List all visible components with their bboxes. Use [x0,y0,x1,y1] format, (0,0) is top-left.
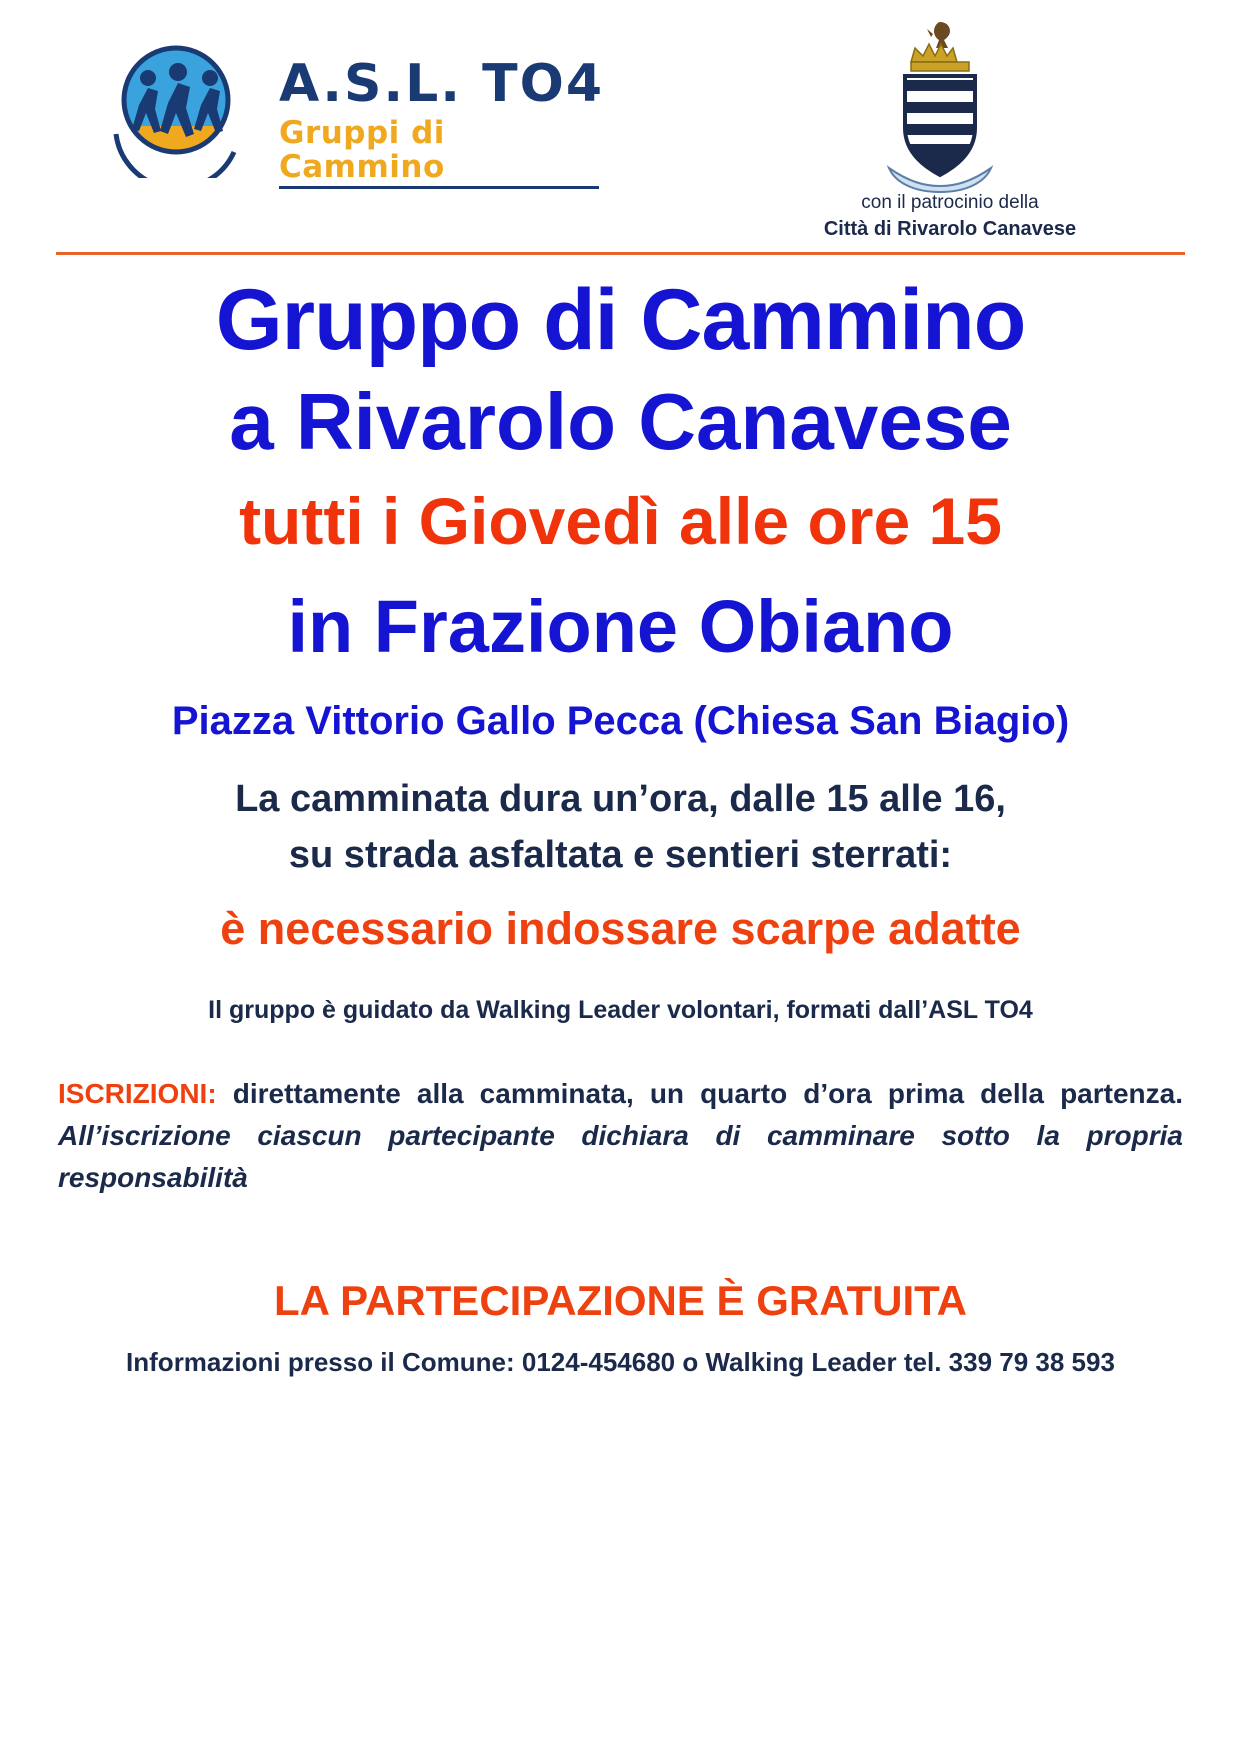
asl-logo-title: A.S.L. TO4 [279,54,605,114]
walking-group-icon [104,38,264,178]
patronage-block [715,190,1185,243]
free-participation-note: LA PARTECIPAZIONE È GRATUITA [274,1276,967,1324]
patronage-line1: con il patrocinio della [861,192,1039,213]
info-contacts: Informazioni presso il Comune: 0124-454680 o Walking Leader tel. 339 79 38 593 [126,1346,1115,1377]
asl-logo [104,38,604,188]
title-line-1: Gruppo di Cammino [215,272,1026,368]
asl-logo-text [279,54,609,189]
poster-header [56,0,1185,240]
city-crest-icon [875,18,1005,193]
duration-line-1: La camminata dura un’ora, dalle 15 alle 16, [235,778,1006,821]
patronage-line2: Città di Rivarolo Canavese [823,217,1077,240]
title-line-2: a Rivarolo Canavese [229,376,1012,466]
shoes-note: è necessario indossare scarpe adatte [220,903,1021,955]
registration-paragraph [56,1073,1185,1199]
poster-content [56,230,1185,1378]
asl-logo-underline [279,186,599,189]
address-text: Piazza Vittorio Gallo Pecca (Chiesa San Biagio) [171,699,1070,744]
asl-logo-subtitle: Gruppi di Cammino [279,115,445,186]
schedule-text: tutti i Giovedì alle ore 15 [239,484,1002,559]
place-text: in Frazione Obiano [287,585,954,669]
registration-text: direttamente alla camminata, un quarto d’ora prima della partenza. [216,1077,1183,1109]
duration-line-2: su strada asfaltata e sentieri sterrati: [288,833,953,876]
registration-label: ISCRIZIONI: [58,1077,217,1109]
header-divider [56,252,1185,255]
registration-italic: All’iscrizione ciascun partecipante dichiara di camminare sotto la propria responsabilità [58,1119,1183,1193]
leaders-note: Il gruppo è guidato da Walking Leader volontari, formati dall’ASL TO4 [208,996,1033,1025]
